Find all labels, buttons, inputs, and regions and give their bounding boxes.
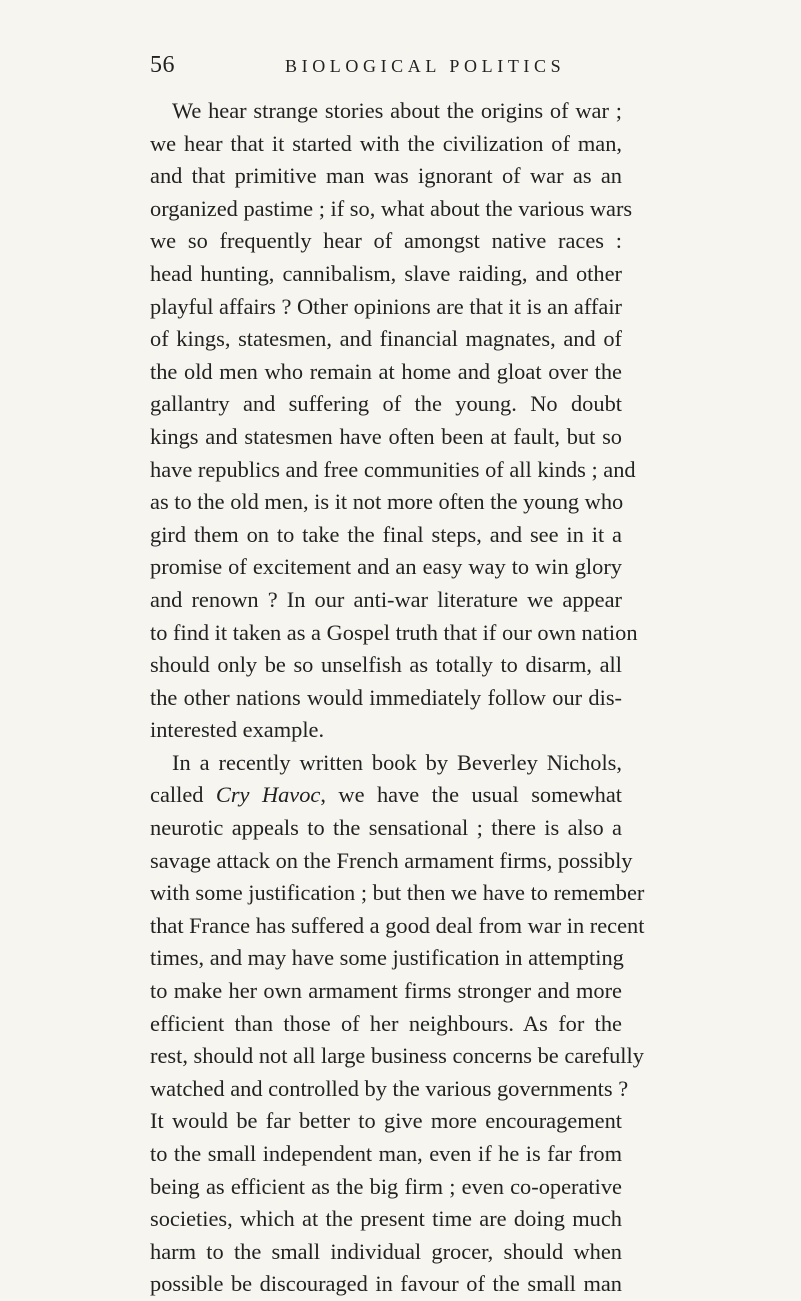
text-line: harm to the small individual grocer, should when bbox=[150, 1238, 622, 1264]
text-line: rest, should not all large business concerns be carefully bbox=[150, 1043, 644, 1069]
text-line: of kings, statesmen, and financial magnates, and of bbox=[150, 326, 622, 352]
text-line: should only be so unselfish as totally to disarm, all bbox=[150, 652, 622, 678]
paragraph-2 bbox=[150, 747, 645, 1301]
text-line: times, and may have some justification in attempting bbox=[150, 945, 624, 971]
text-line: playful affairs ? Other opinions are that it is an affair bbox=[150, 293, 622, 319]
text-line: to make her own armament firms stronger and more bbox=[150, 978, 622, 1004]
text-line: to the small independent man, even if he is far from bbox=[150, 1141, 622, 1166]
text-line: We hear strange stories about the origins of war ; bbox=[172, 98, 622, 123]
text-line: In a recently written book by Beverley Nichols, bbox=[172, 749, 622, 775]
text-line: as to the old men, is it not more often the young who bbox=[150, 489, 624, 515]
page-number: 56 bbox=[150, 52, 175, 78]
text-line: neurotic appeals to the sensational ; there is also a bbox=[150, 815, 622, 841]
text-line bbox=[150, 779, 622, 812]
text-line: we so frequently hear of amongst native races : bbox=[150, 228, 622, 254]
text-line: have republics and free communities of all kinds ; and bbox=[150, 456, 636, 482]
body-text bbox=[150, 95, 645, 1301]
text-line: being as efficient as the big firm ; even co-operative bbox=[150, 1173, 622, 1199]
text-line: with some justification ; but then we have to remember bbox=[150, 880, 645, 906]
text-line: watched and controlled by the various governments ? bbox=[150, 1075, 629, 1101]
book-title: Cry Havoc bbox=[215, 782, 321, 808]
text-line: gird them on to take the final steps, and see in it a bbox=[150, 521, 622, 547]
text-line: to find it taken as a Gospel truth that if our own nation bbox=[150, 619, 638, 645]
text-line: societies, which at the present time are doing much bbox=[150, 1206, 622, 1232]
text-line: and that primitive man was ignorant of war as an bbox=[150, 163, 622, 189]
text-line: we hear that it started with the civilization of man, bbox=[150, 130, 622, 156]
text-line: head hunting, cannibalism, slave raiding, and other bbox=[150, 260, 622, 286]
text-line: that France has suffered a good deal from war in recent bbox=[150, 912, 645, 938]
text-line: efficient than those of her neighbours. As for the bbox=[150, 1010, 622, 1036]
text-line: kings and statesmen have often been at fault, but so bbox=[150, 423, 622, 449]
text-line: savage attack on the French armament firms, possibly bbox=[150, 847, 633, 873]
page-header bbox=[150, 52, 630, 86]
text-line: gallantry and suffering of the young. No doubt bbox=[150, 391, 622, 417]
text-line: interested example. bbox=[150, 717, 325, 743]
text-fragment: called bbox=[150, 782, 216, 808]
text-line: It would be far better to give more encouragement bbox=[150, 1108, 622, 1134]
text-line: possible be discouraged in favour of the small man bbox=[150, 1271, 622, 1297]
text-line: and renown ? In our anti-war literature we appear bbox=[150, 586, 622, 612]
text-line: organized pastime ; if so, what about the various wars bbox=[150, 195, 633, 221]
running-head: BIOLOGICAL POLITICS bbox=[285, 56, 566, 76]
text-line: the other nations would immediately follow our dis- bbox=[150, 684, 622, 710]
text-line: the old men who remain at home and gloat over the bbox=[150, 358, 622, 384]
text-line: promise of excitement and an easy way to win glory bbox=[150, 554, 622, 580]
text-fragment: , we have the usual somewhat bbox=[320, 782, 622, 808]
paragraph-1 bbox=[150, 95, 638, 747]
